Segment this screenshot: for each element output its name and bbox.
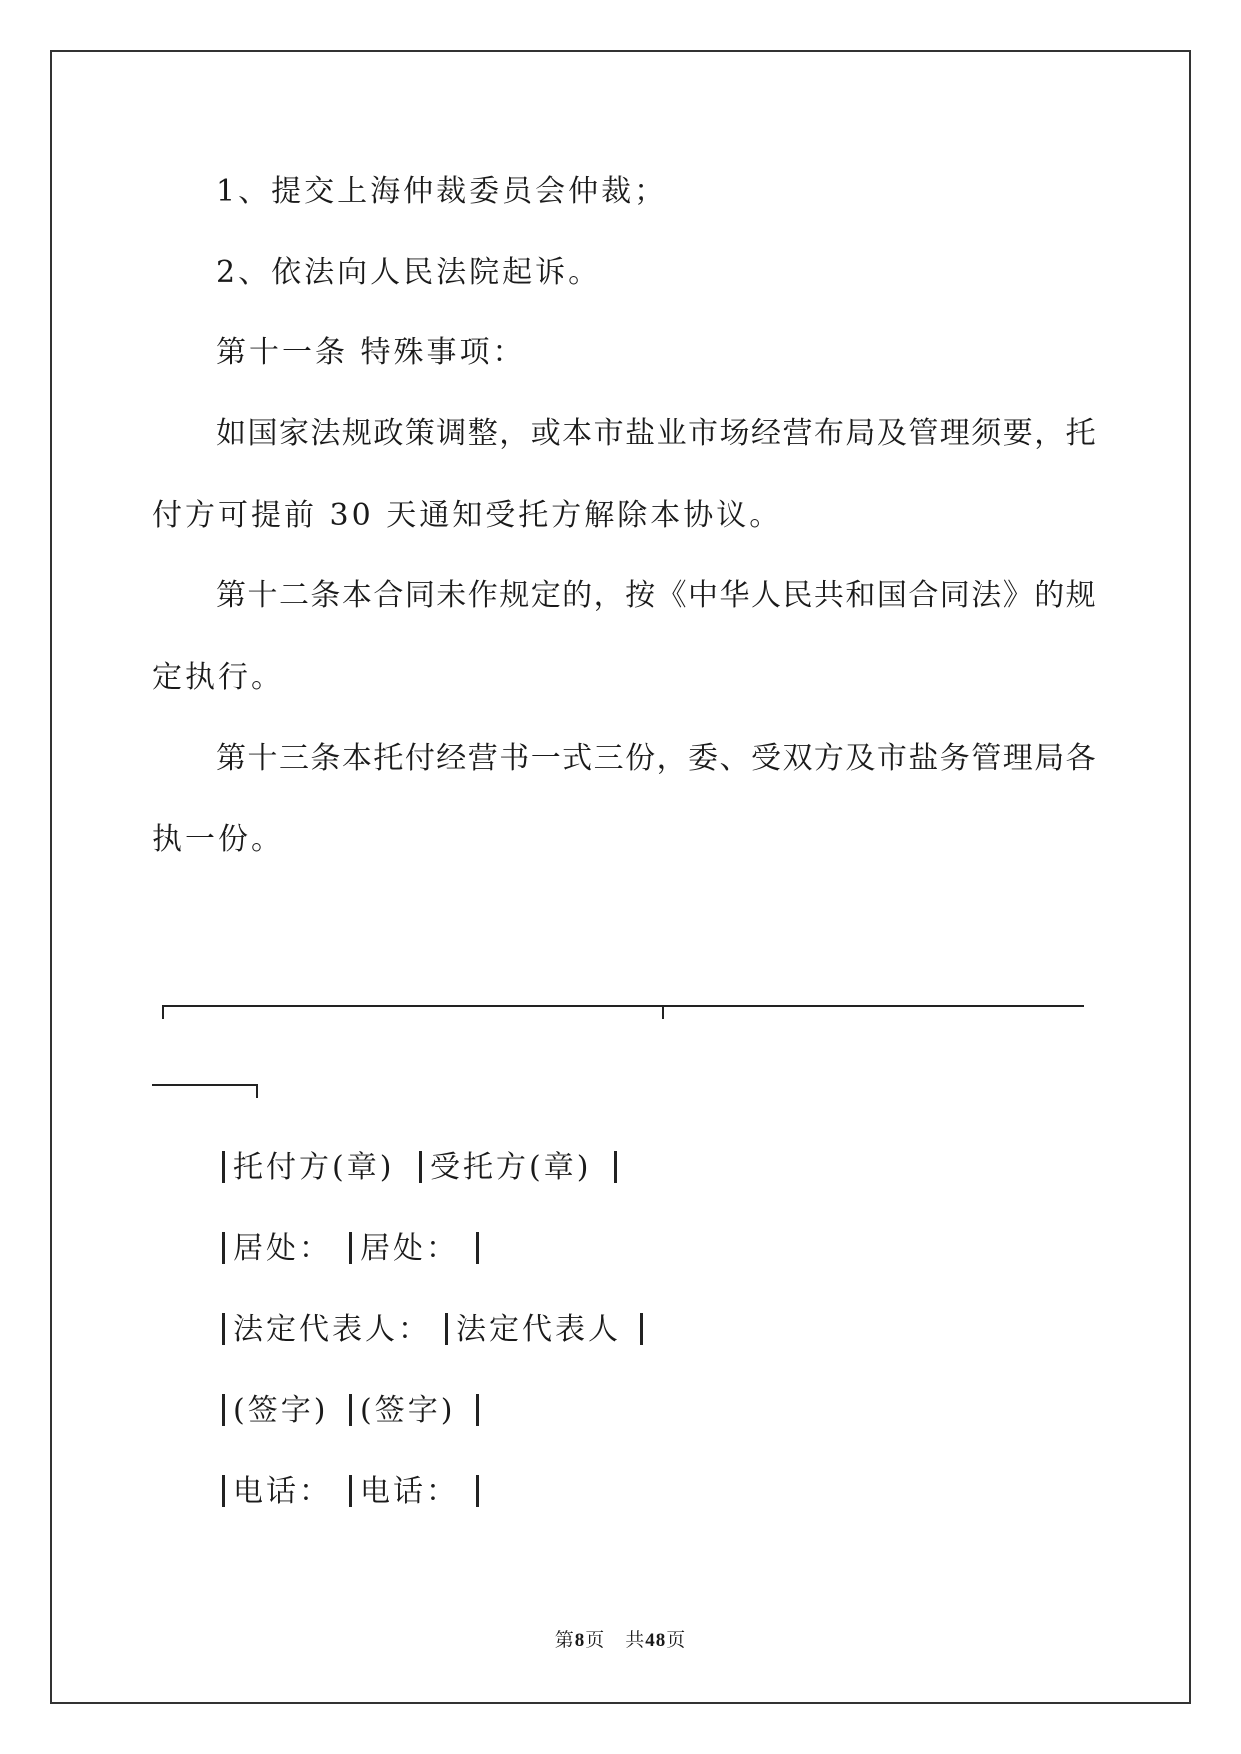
article-11-line-1: 如 国 家 法 规 政 策 调 整 ， 或 本 市 盐 业 市 场 经 营 布 局 及 管 理 须 要 ， 托 [216, 416, 1096, 451]
party-a-representative-label: 法定代表人： [233, 1312, 431, 1347]
article-13-line-1: 第 十 三 条 本 托 付 经 营 书 一 式 三 份 ， 委 、 受 双 方 及 市 盐 务 管 理 局 各 [216, 741, 1096, 776]
party-b-phone-label: 电话： [360, 1474, 459, 1509]
party-a-address-label: 居处： [233, 1231, 332, 1266]
table-row [222, 1391, 479, 1431]
party-b-seal-label: 受托方(章) [430, 1150, 592, 1185]
party-a-seal-label: 托付方(章) [233, 1150, 395, 1185]
party-b-address-label: 居处： [360, 1231, 459, 1266]
party-a-signature-label: (签字) [233, 1393, 329, 1428]
table-row [222, 1310, 643, 1350]
footer-total-pages: 48 [645, 1630, 667, 1651]
article-12-line-1: 第 十 二 条 本 合 同 未 作 规 定 的 ， 按 《 中 华 人 民 共 和 国 合 同 法 》 的 规 [216, 578, 1096, 613]
party-b-representative-label: 法定代表人 [456, 1312, 621, 1347]
article-11-line-2: 付方可提前 30 天通知受托方解除本协议。 [152, 498, 783, 533]
item-1: 1、提交上海仲裁委员会仲裁； [216, 174, 668, 209]
footer-prefix: 第 [554, 1629, 575, 1651]
article-12-line-2: 定执行。 [152, 660, 284, 695]
table-row [222, 1229, 479, 1269]
table-row [222, 1472, 479, 1512]
footer-mid: 页 共 [585, 1629, 646, 1651]
article-13-line-2: 执一份。 [152, 822, 284, 857]
party-a-phone-label: 电话： [233, 1474, 332, 1509]
table-row [222, 1148, 617, 1188]
footer-suffix: 页 [666, 1629, 687, 1651]
party-b-signature-label: (签字) [360, 1393, 456, 1428]
footer-page-number: 8 [574, 1630, 586, 1651]
article-11-heading: 第十一条 特殊事项： [216, 335, 526, 370]
page-border [50, 50, 1191, 1704]
item-2: 2、依法向人民法院起诉。 [216, 255, 602, 290]
page-footer [0, 1628, 1241, 1653]
